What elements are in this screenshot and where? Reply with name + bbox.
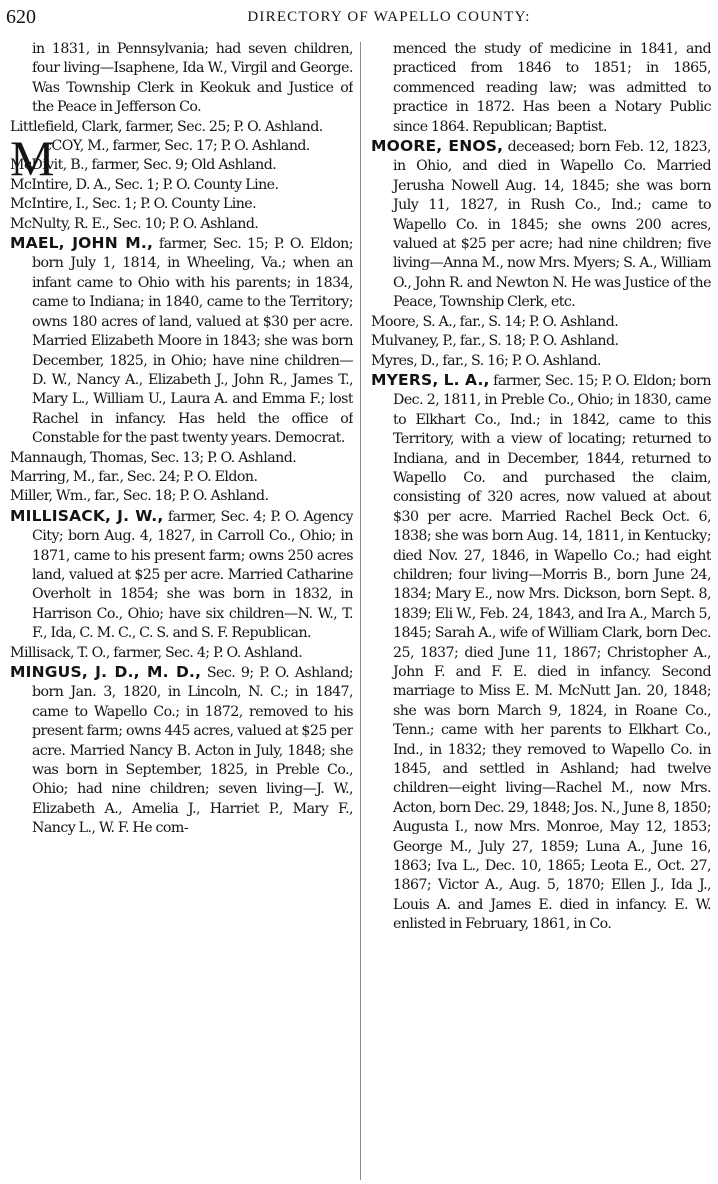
entry-text: deceased; born Feb. 12, 1823, in Ohio, and died in Wapello Co. Married Jerusha Nowell Aug. 14, 1845; she was born July 11, 1827, in Rush Co., Ind.; came to Wapello Co. in 1845; she owns 200 acres, valued at $25 per acre; had nine children; five living—Anna M., now Mrs. Myers; S. A., William O., John R. and Newton N. He was Justice of the Peace, Township Clerk, etc. — [393, 139, 711, 311]
drop-cap-initial: M — [10, 130, 54, 187]
directory-entry — [371, 332, 711, 351]
entry-text: McIntire, I., Sec. 1; P. O. County Line. — [10, 196, 257, 213]
entry-text: in 1831, in Pennsylvania; had seven children, four living—Isaphene, Ida W., Virgil and George. Was Township Clerk in Keokuk and Justice of the Peace in Jefferson Co. — [32, 41, 353, 116]
directory-entry — [10, 215, 353, 234]
entry-text: farmer, Sec. 4; P. O. Agency City; born Aug. 4, 1827, in Carroll Co., Ohio; in 1871, came to his present farm; owns 250 acres land, valued at $25 per acre. Married Catharine Overholt in 1854; she was born in 1832, in Harrison Co., Ohio; have six children—N. W., T. F., Ida, C. M. C., C. S. and S. F. Republican. — [32, 508, 353, 642]
entry-text: Littlefield, Clark, farmer, Sec. 25; P. O. Ashland. — [10, 118, 323, 135]
page-number: 620 — [6, 6, 36, 28]
continued-entry — [371, 40, 711, 137]
entry-text: farmer, Sec. 15; P. O. Eldon; born Dec. 2, 1811, in Preble Co., Ohio; in 1830, came to Elkhart Co., Ind.; in 1842, came to this Territory, with a view of locating; returned to Indiana, and in December, 1844, returned to Wapello Co. and purchased the claim, consisting of 320 acres, now valued at about $30 per acre. Married Rachel Beck Oct. 6, 1838; she was born Aug. 14, 1811, in Kentucky; died Nov. 27, 1846, in Wapello Co.; had eight children; four living—Morris B., born June 24, 1834; Mary E., now Mrs. Dickson, born Sept. 8, 1839; Eli W., Feb. 24, 1843, and Ira A., March 5, 1845; Sarah A., wife of William Clark, born Dec. 25, 1837; died June 11, 1867; Christopher A., John F. and F. E. died in infancy. Second marriage to Miss E. M. McNutt Jan. 20, 1848; she was born March 9, 1824, in Roane Co., Tenn.; came with her parents to Elkhart Co., Ind., in 1832; they removed to Wapello Co. in 1845, and settled in Ashland; had twelve children—eight living—Rachel M., now Mrs. Acton, born Dec. 29, 1848; Jos. N., June 8, 1850; Augusta I., now Mrs. Monroe, May 12, 1853; George M., July 27, 1859; Luna A., June 16, 1863; Iva L., Dec. 10, 1865; Leota E., Oct. 27, 1867; Victor A., Aug. 5, 1870; Ellen J., Ida J., Louis A. and James E. died in infancy. E. W. enlisted in February, 1861, in Co. — [393, 372, 711, 933]
entry-text: Miller, Wm., far., Sec. 18; P. O. Ashland. — [10, 488, 269, 505]
entry-text: Millisack, T. O., farmer, Sec. 4; P. O. Ashland. — [10, 644, 303, 661]
right-column — [371, 40, 711, 1182]
left-column — [10, 40, 353, 1182]
biographical-entry — [371, 371, 711, 935]
entry-name: MINGUS, J. D., M. D., — [10, 663, 202, 681]
page-header — [6, 4, 712, 30]
directory-entry — [371, 352, 711, 371]
directory-entry — [10, 644, 353, 663]
directory-entry — [10, 195, 353, 214]
entry-name: MOORE, ENOS, — [371, 137, 504, 156]
directory-entry — [371, 313, 711, 332]
entry-text: McDivit, B., farmer, Sec. 9; Old Ashland. — [10, 157, 277, 174]
entry-name: MILLISACK, J. W., — [10, 506, 164, 525]
entry-text: Mulvaney, P., far., S. 18; P. O. Ashland. — [371, 333, 619, 350]
entry-text: McNulty, R. E., Sec. 10; P. O. Ashland. — [10, 215, 259, 232]
running-title: DIRECTORY OF WAPELLO COUNTY: — [247, 9, 531, 25]
entry-text: farmer, Sec. 15; P. O. Eldon; born July 1, 1814, in Wheeling, Va.; when an infant came to Ohio with his parents; in 1834, came to Indiana; in 1840, came to the Territory; owns 180 acres of land, valued at $30 per acre. Married Elizabeth Moore in 1843; she was born December, 1825, in Ohio; have nine children—D. W., Nancy A., Elizabeth J., John R., James T., Mary L., William U., Laura A. and Emma F.; lost Rachel in infancy. Has held the office of Constable for the past twenty years. Democrat. — [32, 236, 353, 447]
directory-entry — [10, 449, 353, 468]
directory-entry — [10, 468, 353, 487]
biographical-entry — [10, 507, 353, 644]
directory-entry — [10, 176, 353, 195]
biographical-entry — [371, 137, 711, 313]
entry-text: menced the study of medicine in 1841, and practiced from 1846 to 1851; in 1865, commenced reading law; was admitted to practice in 1872. Has been a Notary Public since 1864. Republican; Baptist. — [393, 41, 711, 135]
entry-text: Mannaugh, Thomas, Sec. 13; P. O. Ashland. — [10, 449, 297, 466]
biographical-entry — [10, 234, 353, 448]
entry-text: cCOY, M., farmer, Sec. 17; P. O. Ashland. — [44, 138, 310, 155]
entry-name: MAEL, JOHN M., — [10, 234, 154, 253]
entry-text: McIntire, D. A., Sec. 1; P. O. County Line. — [10, 176, 279, 193]
entry-text: Moore, S. A., far., S. 14; P. O. Ashland. — [371, 313, 619, 330]
continued-entry — [10, 40, 353, 118]
directory-entry — [10, 487, 353, 506]
entry-name: MYERS, L. A., — [371, 370, 490, 389]
biographical-entry — [10, 663, 353, 839]
entry-text: Marring, M., far., Sec. 24; P. O. Eldon. — [10, 468, 258, 485]
directory-entry — [10, 156, 353, 175]
entry-text: Myres, D., far., S. 16; P. O. Ashland. — [371, 352, 601, 369]
directory-entry — [10, 118, 353, 137]
entry-text: Sec. 9; P. O. Ashland; born Jan. 3, 1820, in Lincoln, N. C.; in 1847, came to Wapello Co.; in 1872, removed to his present farm; owns 445 acres, valued at $25 per acre. Married Nancy B. Acton in July, 1848; she was born in September, 1825, in Preble Co., Ohio; had nine children; seven living—J. W., Elizabeth A., Amelia J., Harriet P., Mary F., Nancy L., W. F. He com- — [32, 665, 353, 837]
column-divider — [360, 42, 361, 1180]
